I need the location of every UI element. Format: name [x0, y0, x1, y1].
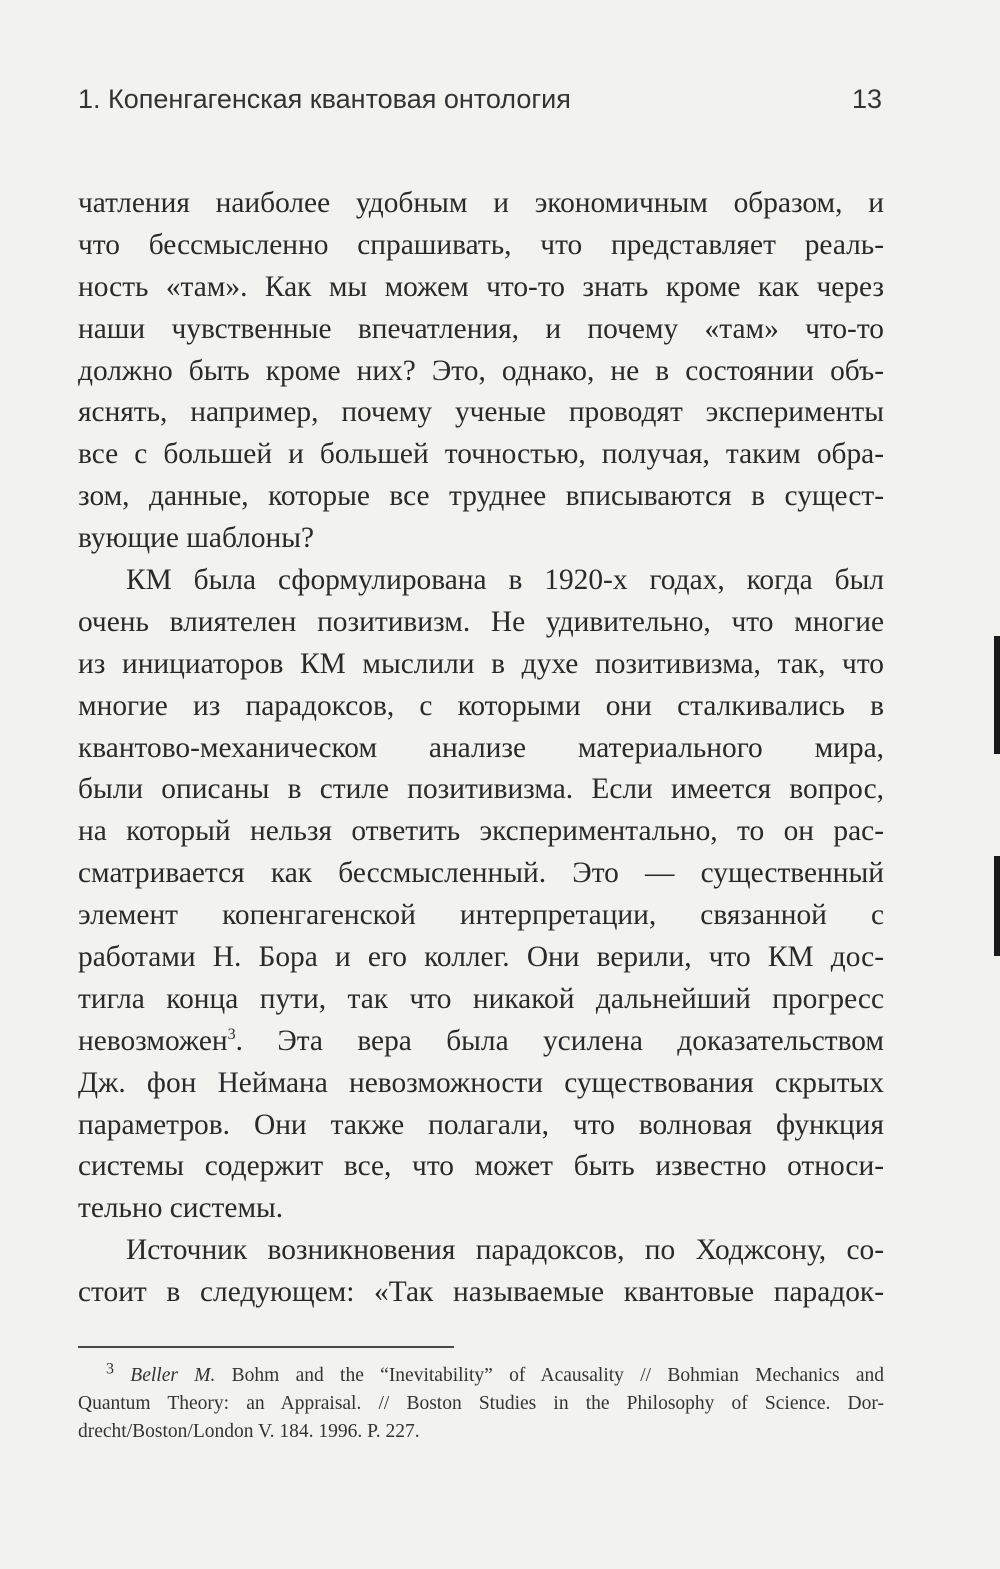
text-line: яснять, например, почему ученые проводят эксперименты: [78, 396, 884, 429]
text-line: квантово-механическом анализе материального мира,: [78, 731, 884, 764]
text-line: тельно системы.: [78, 1192, 284, 1225]
text-line: наши чувственные впечатления, и почему «там» что-то: [78, 312, 884, 345]
footnote-line: [78, 1362, 884, 1390]
chapter-title: 1. Копенгагенская квантовая онтология: [78, 84, 571, 114]
text-line: ность «там». Как мы можем что-то знать кроме как через: [78, 270, 884, 303]
footnote: [78, 1362, 884, 1447]
page-number: 13: [851, 84, 882, 114]
text-line: что бессмысленно спрашивать, что представляет реаль-: [78, 228, 884, 261]
text-line: вующие шаблоны?: [78, 522, 315, 555]
text-line: зом, данные, которые все труднее вписываются в сущест-: [78, 480, 884, 513]
text-line: были описаны в стиле позитивизма. Если имеется вопрос,: [78, 773, 884, 806]
main-text: [78, 183, 884, 1314]
text-line: чатления наиболее удобным и экономичным образом, и: [78, 187, 884, 219]
text-line: параметров. Они также полагали, что волновая функция: [78, 1108, 884, 1141]
text-line: очень влиятелен позитивизм. Не удивительно, что многие: [78, 605, 884, 638]
footnote-ref[interactable]: 3: [227, 1026, 236, 1044]
text-line: работами Н. Бора и его коллег. Они верили, что КМ дос-: [78, 941, 884, 974]
running-header: [78, 84, 882, 124]
footnote-author: Beller M.: [130, 1365, 216, 1386]
text-line: элемент копенгагенской интерпретации, связанной с: [78, 899, 884, 932]
text-line: системы содержит все, что может быть известно относи-: [78, 1150, 884, 1183]
text-line: на который нельзя ответить экспериментально, то он рас-: [78, 815, 884, 848]
text-line: Дж. фон Неймана невозможности существования скрытых: [78, 1066, 884, 1099]
page-edge-mark: [994, 636, 1000, 754]
footnote-number: 3: [106, 1360, 114, 1378]
text-line: все с большей и большей точностью, получая, таким обра-: [78, 438, 884, 471]
text-fragment: . Эта вера была усилена доказательством: [235, 1024, 884, 1057]
footnote-separator: [78, 1346, 454, 1348]
footnote-line: Quantum Theory: an Appraisal. // Boston Studies in the Philosophy of Science. Dor-: [78, 1393, 884, 1415]
text-fragment: невозможен: [78, 1024, 228, 1057]
text-line: из инициаторов КМ мыслили в духе позитивизма, так, что: [78, 647, 884, 680]
text-line: Источник возникновения парадоксов, по Ходжсону, со-: [126, 1234, 884, 1267]
footnote-line: drecht/Boston/London V. 184. 1996. P. 227.: [78, 1421, 420, 1443]
footnote-text: Bohm and the “Inevitability” of Acausality // Bohmian Mechanics and: [215, 1365, 885, 1386]
text-line: тигла конца пути, так что никакой дальнейший прогресс: [78, 982, 884, 1015]
text-line: [78, 1021, 884, 1063]
text-line: многие из парадоксов, с которыми они сталкивались в: [78, 689, 884, 722]
page-edge-mark: [994, 856, 1000, 956]
text-line: стоит в следующем: «Так называемые квантовые парадок-: [78, 1276, 884, 1309]
text-line: КМ была сформулирована в 1920-х годах, когда был: [126, 564, 884, 597]
text-line: сматривается как бессмысленный. Это — существенный: [78, 857, 884, 890]
text-line: должно быть кроме них? Это, однако, не в состоянии объ-: [78, 354, 884, 387]
